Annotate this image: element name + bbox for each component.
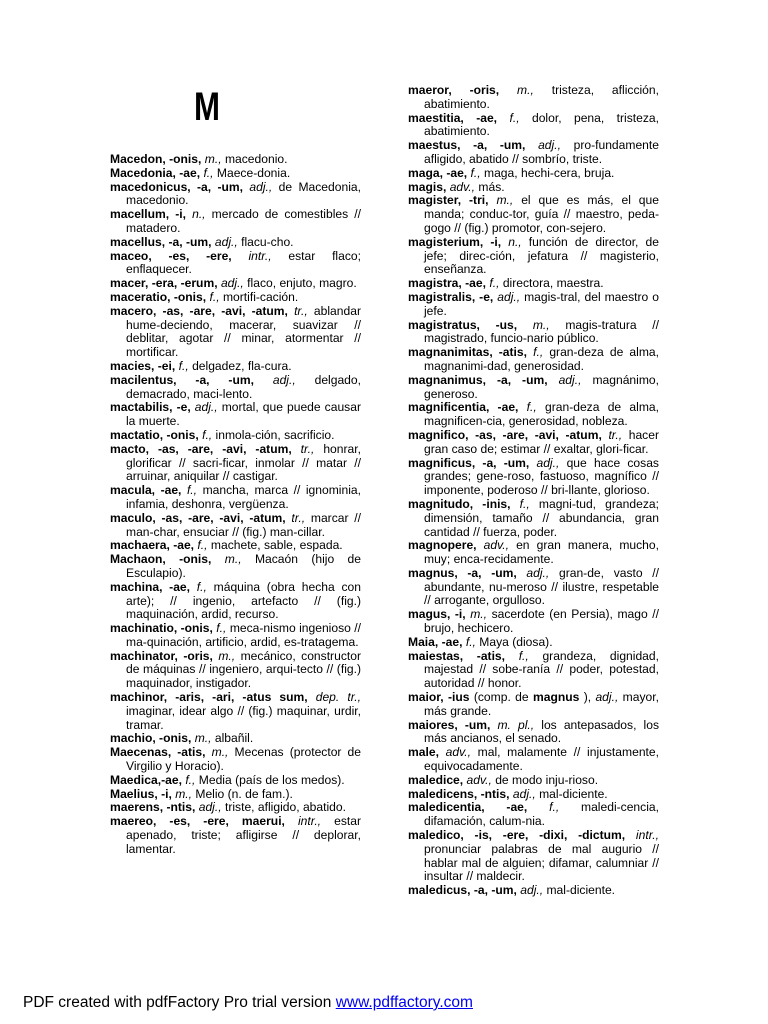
entry-headword: mactatio, -onis, (110, 427, 199, 442)
dictionary-entry (110, 208, 361, 236)
entry-grammar: adj., (512, 786, 536, 801)
entry-definition: directora, maestra. (502, 276, 604, 291)
entry-headword: machinatio, -onis, (110, 621, 213, 636)
entry-definition: Media (país de los medos). (198, 772, 345, 787)
entry-headword: magnifico, -as, -are, -avi, -atum, (408, 427, 602, 442)
entry-definition: pro-fundamente afligido, abatido // sombrío, triste. (424, 138, 659, 166)
entry-definition: mal-diciente. (539, 786, 608, 801)
dictionary-entry (408, 194, 659, 235)
pdf-footer (23, 994, 473, 1012)
entry-grammar: tr., (294, 303, 308, 318)
entry-definition: triste, afligido, abatido. (224, 800, 346, 815)
entry-grammar: m., (175, 786, 192, 801)
dictionary-entry (408, 84, 659, 112)
entry-definition: albañil. (214, 731, 254, 746)
entry-definition: Maya (diosa). (479, 634, 553, 649)
entry-headword: macula, -ae, (110, 483, 182, 498)
entry-definition: el que es más, el que manda; conduc-tor, guía // maestro, peda-gogo // (fig.) promotor, con-sejero. (424, 193, 659, 235)
entry-grammar: adv., (449, 179, 476, 194)
dictionary-entry (110, 236, 361, 250)
entry-grammar: f., (216, 621, 227, 636)
dictionary-entry (110, 512, 361, 540)
entry-definition: de modo inju-rioso. (495, 772, 599, 787)
entry-headword: macilentus, -a, -um, (110, 372, 254, 387)
entry-headword-ref: magnus (532, 690, 580, 705)
entry-definition: mal-diciente. (546, 883, 616, 898)
entry-grammar: m., (496, 193, 514, 208)
entry-headword: macto, -as, -are, -avi, -atum, (110, 441, 292, 456)
entry-headword: Maelius, -i, (110, 786, 172, 801)
entry-headword: Macedonia, -ae, (110, 165, 201, 180)
entry-grammar: adj., (497, 289, 521, 304)
dictionary-entry (408, 277, 659, 291)
dictionary-entry (110, 250, 361, 278)
entry-definition: tristeza, aflicción, abatimiento. (424, 83, 659, 111)
entry-definition: mayor, más grande. (424, 690, 659, 718)
entry-definition: Maece-donia. (216, 165, 291, 180)
entry-headword: maiores, -um, (408, 717, 491, 732)
entry-definition: de Macedonia, macedonio. (126, 179, 361, 208)
entry-headword: macellum, -i, (110, 207, 186, 222)
entry-headword: magis, (408, 179, 447, 194)
entry-grammar: n., (508, 234, 522, 249)
dictionary-entry (110, 360, 361, 374)
entry-grammar: adj., (526, 565, 550, 580)
entry-headword: magnificus, -a, -um, (408, 455, 530, 470)
entry-headword: magnitudo, -inis, (408, 496, 511, 511)
dictionary-entry (110, 650, 361, 691)
entry-definition: ), (583, 690, 596, 705)
entry-definition: magnánimo, generoso. (424, 372, 659, 401)
dictionary-entry (408, 691, 659, 719)
dictionary-entry (110, 291, 361, 305)
dictionary-entry (408, 636, 659, 650)
entry-definition: en gran manera, mucho, muy; enca-recidamente. (424, 538, 659, 567)
footer-text: PDF created with pdfFactory Pro trial version (23, 994, 336, 1011)
entry-grammar: adj., (538, 138, 561, 153)
entry-definition: magis-tratura // magistrado, funcio-nario público. (424, 317, 659, 346)
entry-definition: mancha, marca // ignominia, infamia, deshonra, vergüenza. (126, 483, 361, 511)
dictionary-entry (110, 167, 361, 181)
dictionary-entry (110, 484, 361, 512)
entry-headword: magistra, -ae, (408, 276, 486, 291)
entry-definition: función de director, de jefe; direc-ción, jefatura // magisterio, enseñanza. (424, 234, 659, 277)
entry-grammar: f., (209, 289, 220, 304)
entry-grammar: adj., (520, 883, 544, 898)
entry-definition: inmola-ción, sacrificio. (215, 427, 335, 442)
dictionary-entry (110, 553, 361, 581)
entry-grammar: tr., (300, 441, 315, 456)
dictionary-entry (408, 539, 659, 567)
entry-definition: Melio (n. de fam.). (195, 786, 293, 801)
entry-definition: flaco, enjuto, magro. (247, 276, 357, 291)
entry-headword: maledicentia, -ae, (408, 800, 528, 815)
dictionary-entry (408, 829, 659, 884)
entry-grammar: intr., (297, 814, 322, 829)
entry-headword: magister, -tri, (408, 193, 489, 208)
entry-definition: maledi-cencia, difamación, calum-nia. (424, 800, 659, 829)
footer-link[interactable]: www.pdffactory.com (335, 994, 473, 1011)
dictionary-entry (408, 719, 659, 747)
entry-headword: macies, -ei, (110, 358, 176, 373)
entry-definition: gran-deza de alma, magnanimi-dad, generosidad. (424, 345, 659, 373)
entry-headword: maledicens, -ntis, (408, 786, 510, 801)
entry-headword: magnopere, (408, 538, 477, 553)
entry-grammar: f., (178, 358, 189, 373)
entry-definition: machete, sable, espada. (210, 538, 343, 553)
entry-grammar: f., (185, 772, 196, 787)
entry-headword: maiestas, -atis, (408, 648, 506, 663)
entry-grammar: intr., (635, 828, 659, 843)
entry-grammar: adv., (445, 745, 471, 760)
entry-headword: male, (408, 745, 439, 760)
entry-headword: machinor, -aris, -ari, -atus sum, (110, 690, 308, 705)
dictionary-entry (408, 319, 659, 347)
entry-definition: macedonio. (224, 152, 288, 166)
entry-definition: delgado, demacrado, maci-lento. (126, 372, 361, 401)
entry-grammar: f., (533, 345, 544, 360)
entry-headword: machina, -ae, (110, 579, 191, 594)
entry-headword: Maedica,-ae, (110, 772, 182, 787)
entry-headword: magnificentia, -ae, (408, 400, 519, 415)
entry-definition: flacu-cho. (241, 234, 294, 249)
entry-headword: Machaon, -onis, (110, 552, 212, 567)
entry-grammar: n., (192, 207, 206, 222)
entry-definition: mal, malamente // injustamente, equivocadamente. (424, 745, 659, 774)
entry-definition: estar apenado, triste; afligirse // deplorar, lamentar. (126, 814, 361, 856)
right-column (408, 84, 659, 898)
entry-headword: maculo, -as, -are, -avi, -atum, (110, 510, 286, 525)
dictionary-entry (110, 691, 361, 732)
dictionary-entry (110, 181, 361, 209)
entry-grammar: adv., (466, 772, 492, 787)
dictionary-entry (110, 622, 361, 650)
entry-grammar: m., (470, 607, 487, 622)
entry-grammar: f., (197, 538, 208, 553)
dictionary-entry (110, 815, 361, 856)
entry-grammar: adj., (198, 800, 222, 815)
dictionary-entry (408, 236, 659, 277)
dictionary-entry (408, 167, 659, 181)
entry-definition: los antepasados, los más ancianos, el senado. (424, 717, 659, 746)
entry-grammar: adj., (249, 179, 273, 194)
entry-headword: macedonicus, -a, -um, (110, 179, 244, 194)
entry-definition: magni-tud, grandeza; dimensión, tamaño // abundancia, gran cantidad // fuerza, poder. (424, 496, 659, 539)
entry-headword: macero, -as, -are, -avi, -atum, (110, 303, 288, 318)
entry-headword: magus, -i, (408, 607, 466, 622)
entry-definition: mortal, que puede causar la muerte. (126, 400, 361, 429)
dictionary-entry (408, 650, 659, 691)
entry-grammar: intr., (248, 248, 272, 263)
dictionary-entry (110, 429, 361, 443)
entry-grammar: f., (470, 165, 481, 180)
dictionary-entry (110, 305, 361, 360)
entry-headword: machaera, -ae, (110, 538, 195, 553)
entry-headword: maledicus, -a, -um, (408, 883, 517, 898)
entry-headword: macellus, -a, -um, (110, 234, 212, 249)
entry-grammar: m., (532, 317, 550, 332)
dictionary-entry (110, 788, 361, 802)
entry-headword: maledico, -is, -ere, -dixi, -dictum, (408, 828, 626, 843)
entry-headword: Maia, -ae, (408, 634, 463, 649)
dictionary-entry (110, 277, 361, 291)
entry-grammar: f., (489, 276, 500, 291)
entry-definition: estar flaco; enflaquecer. (126, 248, 361, 277)
entry-grammar: adj., (536, 455, 560, 470)
entry-definition: más. (478, 179, 505, 194)
dictionary-entry (110, 401, 361, 429)
entry-grammar: f., (203, 165, 214, 180)
entry-grammar: adj., (595, 690, 619, 705)
entry-grammar: adv., (483, 538, 509, 553)
entry-definition: mortifi-cación. (222, 289, 299, 304)
entry-definition: magis-tral, del maestro o jefe. (424, 289, 659, 318)
dictionary-entry (408, 567, 659, 608)
dictionary-entry (408, 498, 659, 539)
entry-definition: honrar, glorificar // sacri-ficar, inmolar // matar // arruinar, aniquilar // castigar. (126, 441, 361, 484)
entry-grammar: f., (526, 400, 537, 415)
entry-grammar: f., (509, 110, 520, 125)
entry-headword: magistralis, -e, (408, 289, 494, 304)
dictionary-entry (408, 346, 659, 374)
entry-headword: magnanimus, -a, -um, (408, 372, 548, 387)
entry-definition: gran-de, vasto // abundante, nu-meroso // ilustre, respetable // arrogante, orgulloso. (424, 565, 659, 608)
entry-headword: maestitia, -ae, (408, 110, 498, 125)
entry-grammar: f., (549, 800, 560, 815)
entry-definition: mercado de comestibles // matadero. (126, 207, 361, 235)
entry-definition: gran-deza de alma, magnificen-cia, generosidad, nobleza. (424, 400, 659, 429)
dictionary-entry (408, 746, 659, 774)
entry-definition: sacerdote (en Persia), mago // brujo, hechicero. (424, 607, 659, 636)
entry-definition: mecánico, constructor de máquinas // ingeniero, arqui-tecto // (fig.) maquinador, instigador. (126, 648, 361, 691)
entry-headword: maceo, -es, -ere, (110, 248, 232, 263)
dictionary-entry (110, 774, 361, 788)
dictionary-entry (408, 291, 659, 319)
entry-headword: magnus, -a, -um, (408, 565, 517, 580)
entry-definition: maga, hechi-cera, bruja. (484, 165, 615, 180)
entry-grammar: m., (218, 648, 236, 663)
entry-definition: pronunciar palabras de mal augurio // hablar mal de alguien; difamar, calumniar // insultar // maldecir. (424, 841, 659, 884)
entry-headword: maceratio, -onis, (110, 289, 207, 304)
entry-definition: Macaón (hijo de Esculapio). (126, 552, 361, 580)
entry-grammar: f., (518, 648, 529, 663)
entry-grammar: m., (211, 745, 229, 760)
section-letter: M (193, 85, 220, 129)
dictionary-entry (110, 732, 361, 746)
entry-headword: maior, -ius (408, 690, 470, 705)
dictionary-entry (408, 788, 659, 802)
entry-headword: maeror, -oris, (408, 83, 500, 97)
entry-headword: maga, -ae, (408, 165, 468, 180)
entry-grammar: adj., (214, 234, 238, 249)
dictionary-entry (408, 884, 659, 898)
entry-headword: maerens, -ntis, (110, 800, 196, 815)
left-column (110, 153, 361, 857)
entry-grammar: adj., (558, 372, 582, 387)
dictionary-entry (408, 608, 659, 636)
entry-grammar: f., (519, 496, 530, 511)
entry-grammar: m., (224, 552, 242, 567)
entry-definition: máquina (obra hecha con arte); // ingenio, artefacto // (fig.) maquinación, ardid, recurso. (126, 579, 361, 622)
dictionary-entry (408, 457, 659, 498)
dictionary-entry (110, 153, 361, 167)
entry-definition: delgadez, fla-cura. (192, 358, 292, 373)
entry-headword: maereo, -es, -ere, maerui, (110, 814, 285, 829)
entry-headword: magisterium, -i, (408, 234, 502, 249)
entry-definition: meca-nismo ingenioso // ma-quinación, artificio, ardid, es-tratagema. (126, 621, 361, 649)
entry-grammar: tr., (608, 427, 623, 442)
entry-grammar: tr., (291, 510, 306, 525)
entry-headword: magnanimitas, -atis, (408, 345, 528, 360)
entry-definition: marcar // man-char, ensuciar // (fig.) man-cillar. (126, 510, 361, 539)
entry-grammar: f., (196, 579, 207, 594)
dictionary-entry (110, 581, 361, 622)
entry-headword: mactabilis, -e, (110, 400, 191, 415)
entry-grammar: m., (517, 83, 534, 97)
entry-grammar: adj., (220, 276, 244, 291)
entry-headword: Macedon, -onis, (110, 152, 202, 166)
entry-headword: Maecenas, -atis, (110, 745, 206, 760)
dictionary-entry (408, 774, 659, 788)
dictionary-entry (408, 429, 659, 457)
entry-definition: Mecenas (protector de Virgilio y Horacio). (126, 745, 362, 774)
entry-grammar: m., (204, 152, 222, 166)
entry-headword: maestus, -a, -um, (408, 138, 526, 153)
dictionary-entry (110, 443, 361, 484)
dictionary-entry (110, 746, 361, 774)
entry-headword: macer, -era, -erum, (110, 276, 218, 291)
dictionary-entry (408, 401, 659, 429)
entry-headword: maledice, (408, 772, 464, 787)
dictionary-entry (110, 374, 361, 402)
dictionary-entry (110, 801, 361, 815)
entry-definition: hacer gran caso de; estimar // exaltar, glori-ficar. (424, 427, 659, 456)
dictionary-entry (408, 374, 659, 402)
entry-definition: que hace cosas grandes; gene-roso, fastuoso, magnífico // imponente, poderoso // bri-llante, glorioso. (424, 455, 659, 498)
entry-definition: grandeza, dignidad, majestad // sobe-ranía // poder, potestad, autoridad // honor. (424, 648, 659, 691)
dictionary-entry (408, 139, 659, 167)
entry-definition: dolor, pena, tristeza, abatimiento. (424, 110, 659, 139)
entry-definition: (comp. de (473, 690, 533, 705)
entry-grammar: adj., (194, 400, 218, 415)
dictionary-entry (408, 181, 659, 195)
dictionary-entry (110, 539, 361, 553)
entry-headword: machio, -onis, (110, 731, 192, 746)
entry-grammar: f., (465, 634, 476, 649)
dictionary-entry (408, 112, 659, 140)
entry-headword: machinator, -oris, (110, 648, 213, 663)
dictionary-entry (408, 801, 659, 829)
entry-grammar: adj., (272, 372, 296, 387)
entry-grammar: m., (194, 731, 212, 746)
entry-headword: magistratus, -us, (408, 317, 518, 332)
entry-grammar: m. pl., (497, 717, 535, 732)
entry-grammar: f., (202, 427, 213, 442)
entry-definition: ablandar hume-deciendo, macerar, suavizar // deblitar, agotar // minar, atormentar // mortificar. (126, 303, 361, 360)
entry-grammar: dep. tr., (315, 690, 361, 705)
entry-grammar: f., (186, 483, 198, 498)
entry-definition: imaginar, idear algo // (fig.) maquinar, urdir, tramar. (126, 703, 361, 732)
